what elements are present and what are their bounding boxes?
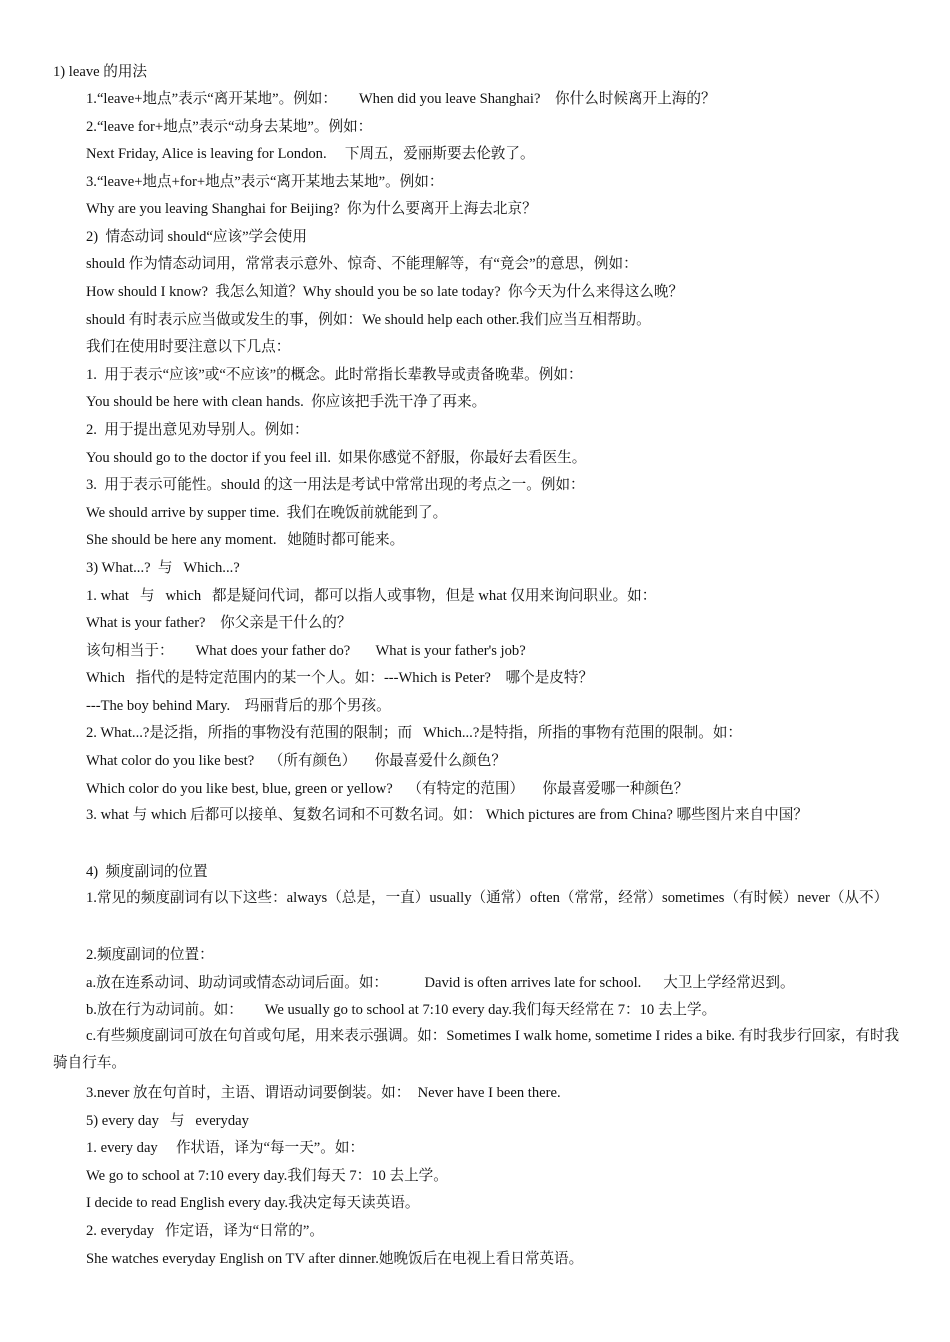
text-line: Next Friday, Alice is leaving for London. 下周五，爱丽斯要去伦敦了。 bbox=[86, 146, 535, 162]
section-heading: 4) 频度副词的位置 bbox=[86, 864, 208, 880]
text-line: 1. 用于表示“应该”或“不应该”的概念。此时常指长辈教导或责备晚辈。例如： bbox=[86, 367, 583, 383]
text-line: Why are you leaving Shanghai for Beijing? 你为什么要离开上海去北京？ bbox=[86, 201, 537, 217]
text-line: 我们在使用时要注意以下几点： bbox=[86, 339, 291, 355]
text-line: 2. 用于提出意见劝导别人。例如： bbox=[86, 422, 309, 438]
text-paragraph: c.有些频度副词可放在句首或句尾，用来表示强调。如：Sometimes I walk home, sometime I rides a bike. 有时我步行回家，有时我骑自行车。 bbox=[53, 1028, 900, 1071]
text-line: She should be here any moment. 她随时都可能来。 bbox=[86, 532, 405, 548]
text-line: 3. 用于表示可能性。should 的这一用法是考试中常常出现的考点之一。例如： bbox=[86, 477, 585, 493]
text-line: What is your father? 你父亲是干什么的？ bbox=[86, 615, 352, 631]
text-line: 3.“leave+地点+for+地点”表示“离开某地去某地”。例如： bbox=[86, 174, 444, 190]
text-paragraph: 1.常见的频度副词有以下这些：always（总是，一直）usually（通常）often（常常，经常）sometimes（有时候）never（从不） bbox=[86, 890, 889, 906]
text-line: a.放在连系动词、助动词或情态动词后面。如： David is often arrives late for school. 大卫上学经常迟到。 bbox=[86, 975, 795, 991]
text-line: 2.“leave for+地点”表示“动身去某地”。例如： bbox=[86, 119, 373, 135]
text-line: 1.“leave+地点”表示“离开某地”。例如： When did you leave Shanghai? 你什么时候离开上海的？ bbox=[86, 91, 716, 107]
text-line: I decide to read English every day.我决定每天读英语。 bbox=[86, 1195, 420, 1211]
section-heading: 2) 情态动词 should“应该”学会使用 bbox=[86, 229, 307, 245]
text-line: Which 指代的是特定范围内的某一个人。如：---Which is Peter? 哪个是皮特？ bbox=[86, 670, 594, 686]
text-line: ---The boy behind Mary. 玛丽背后的那个男孩。 bbox=[86, 698, 391, 714]
text-line: 1. every day 作状语，译为“每一天”。如： bbox=[86, 1140, 365, 1156]
text-paragraph: 3. what 与 which 后都可以接单、复数名词和不可数名词。如： Which pictures are from China? 哪些图片来自中国？ bbox=[86, 807, 808, 823]
section-heading: 1) leave 的用法 bbox=[53, 64, 148, 80]
text-line: We should arrive by supper time. 我们在晚饭前就能到了。 bbox=[86, 505, 448, 521]
text-line: You should go to the doctor if you feel ill. 如果你感觉不舒服，你最好去看医生。 bbox=[86, 450, 587, 466]
text-line: 2. everyday 作定语，译为“日常的”。 bbox=[86, 1223, 324, 1239]
text-line: should 作为情态动词用，常常表示意外、惊奇、不能理解等，有“竟会”的意思，例如： bbox=[86, 256, 638, 272]
text-line: 2. What...?是泛指，所指的事物没有范围的限制；而 Which...?是特指，所指的事物有范围的限制。如： bbox=[86, 725, 743, 741]
text-line: b.放在行为动词前。如： We usually go to school at 7:10 every day.我们每天经常在 7：10 去上学。 bbox=[86, 1002, 717, 1018]
text-line: What color do you like best? （所有颜色） 你最喜爱什么颜色？ bbox=[86, 753, 506, 769]
text-line: should 有时表示应当做或发生的事，例如：We should help each other.我们应当互相帮助。 bbox=[86, 312, 651, 328]
text-line: You should be here with clean hands. 你应该把手洗干净了再来。 bbox=[86, 394, 487, 410]
text-line: 1. what 与 which 都是疑问代词，都可以指人或事物，但是 what 仅用来询问职业。如： bbox=[86, 588, 657, 604]
text-line: How should I know? 我怎么知道？Why should you be so late today? 你今天为什么来得这么晚？ bbox=[86, 284, 684, 300]
text-line: 3.never 放在句首时，主语、谓语动词要倒装。如： Never have I been there. bbox=[86, 1085, 561, 1101]
section-heading: 5) every day 与 everyday bbox=[86, 1113, 249, 1129]
text-line: 2.频度副词的位置： bbox=[86, 947, 214, 963]
text-line: 该句相当于： What does your father do? What is your father's job? bbox=[86, 643, 526, 659]
section-heading: 3) What...? 与 Which...? bbox=[86, 560, 240, 576]
text-line: Which color do you like best, blue, green or yellow? （有特定的范围） 你最喜爱哪一种颜色？ bbox=[86, 781, 689, 797]
text-line: We go to school at 7:10 every day.我们每天 7：10 去上学。 bbox=[86, 1168, 448, 1184]
text-line: She watches everyday English on TV after dinner.她晚饭后在电视上看日常英语。 bbox=[86, 1251, 584, 1267]
